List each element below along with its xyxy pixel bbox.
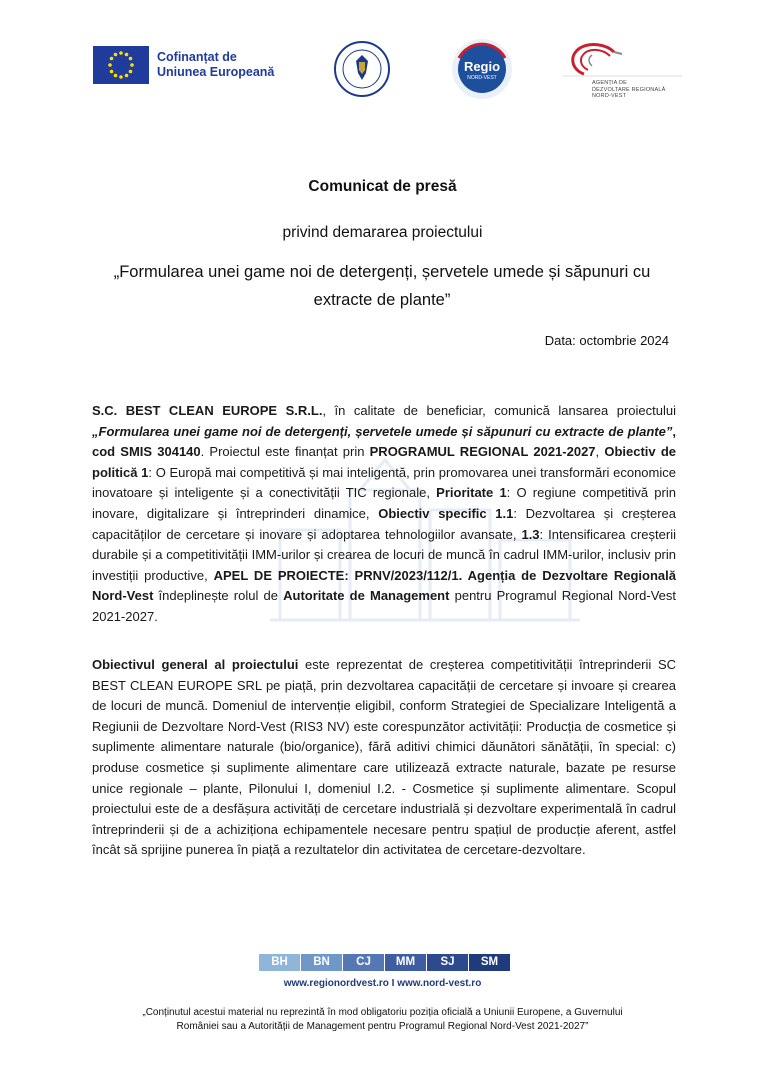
logo-bar (0, 38, 765, 108)
text-span: este reprezentat de creșterea competitivității întreprinderii SC BEST CLEAN EUROPE SRL pe piață, prin dezvoltarea capacității de cercetare și invoare și crearea de locuri de muncă. Domeniul de intervenție eligibil, conform Strategiei de Specializare Inteligentă a Regiunii de Dezvoltare Nord-Vest (RIS3 NV) este corespunzător activității: Producția de cosmetice și suplimente alimentare naturale (bio/organice), fără aditivi chimici dăunători sănătății, în special: c) produse cosmetice și suplimente alimentare care utilizează extracte naturale, bazate pe resurse unice regionale – plante, Pilonului I, domeniul I.2. - Cosmetice și suplimente alimentare. Scopul proiectului este de a desfășura activități de cercetare industrială și dezvoltare experimentală în cadrul întreprinderii și de a achiziționa echipamentele necesare pentru spațiul de producție aferent, astfel încât să sprijine punerea în piață a rezultatelor din activitatea de cercetare-dezvoltare. (92, 657, 677, 858)
document-subtitle: privind demararea proiectului (282, 224, 483, 241)
eu-line-1: Cofinanțat de (157, 50, 237, 64)
text-span: : Intensificarea creșterii durabile și a competitivității IMM-urilor și crearea de locuri de muncă în cadrul IMM-urilor, inclusiv prin investiții productive, (92, 526, 676, 583)
romanian-government-seal-icon (333, 40, 391, 98)
document-date: Data: octombrie 2024 (544, 333, 669, 348)
priority-label: Prioritate 1 (436, 485, 507, 501)
eu-flag-icon (93, 46, 149, 84)
adr-text-line-3: NORD-VEST (592, 93, 627, 99)
objective-1-3-label: 1.3 (521, 526, 540, 542)
project-name-inline: „Formularea unei game noi de detergenți, șervetele umede și săpunuri cu extracte de plante” (92, 423, 673, 439)
text-span: : O Europă mai competitivă și mai inteligentă, prin promovarea unei transformări economice inovatoare și inteligente și a conectivității TIC regionale, (92, 464, 676, 501)
project-title: „Formularea unei game noi de detergenți, șervetele umede și săpunuri cu extracte de plante” (113, 263, 651, 309)
county-badge: BN (301, 954, 342, 971)
text-span: îndeplinește rolul de (153, 588, 284, 604)
call-for-projects: APEL DE PROIECTE: PRNV/2023/112/1. Agenția de Dezvoltare Regională Nord-Vest (92, 567, 676, 604)
specific-objective-label: Obiectiv specific 1.1 (378, 505, 514, 521)
regio-logo-subtext: NORD-VEST (467, 75, 497, 81)
adr-text-line-2: DEZVOLTARE REGIONALĂ (592, 86, 666, 93)
county-badge: CJ (343, 954, 384, 971)
county-badge: BH (259, 954, 300, 971)
policy-objective-label: Obiectiv de politică 1 (92, 444, 676, 480)
general-objective-label: Obiectivul general al proiectului (92, 657, 299, 672)
footer-links[interactable]: www.regionordvest.ro I www.nord-vest.ro (283, 978, 482, 989)
county-badge: SM (469, 954, 510, 971)
text-span: , în calitate de beneficiar, comunică lansarea proiectului (322, 403, 676, 418)
program-name: PROGRAMUL REGIONAL 2021-2027 (369, 444, 596, 460)
text-span: , (595, 444, 605, 460)
paragraph-general-objective (92, 655, 676, 861)
managing-authority-label: Autoritate de Management (283, 588, 450, 604)
county-badge: SJ (427, 954, 468, 971)
adr-nord-vest-logo (562, 40, 682, 104)
document-title: Comunicat de presă (308, 178, 457, 195)
eu-cofinanced-logo (93, 46, 274, 84)
regio-logo-text: Regio (463, 59, 501, 74)
eu-line-2: Uniunea Europeană (157, 65, 275, 79)
beneficiary-name: S.C. BEST CLEAN EUROPE S.R.L. (92, 403, 323, 418)
paragraph-project-financing (92, 401, 676, 628)
text-span: pentru Programul Regional Nord-Vest 2021-2027. (92, 588, 677, 624)
county-bar (259, 954, 511, 971)
text-span: . Proiectul este finanțat prin (200, 444, 370, 460)
regio-logo (451, 38, 513, 100)
text-span: : Dezvoltarea și creșterea capacităților de cercetare și inovare și adoptarea tehnologiilor avansate, (92, 505, 676, 542)
footer-disclaimer: „Conținutul acestui material nu reprezintă în mod obligatoriu poziția oficială a Uniunii Europene, a Guvernului României sau a Autorității de Management pentru Programul Regional Nord-Vest 2021-2027” (142, 1007, 623, 1032)
text-span: : O regiune competitivă prin inovare, digitalizare și întreprinderi dinamice, (92, 485, 676, 521)
adr-text-line-1: AGENȚIA DE (592, 80, 628, 86)
county-badge: MM (385, 954, 426, 971)
smis-code: , cod SMIS 304140 (92, 423, 676, 460)
